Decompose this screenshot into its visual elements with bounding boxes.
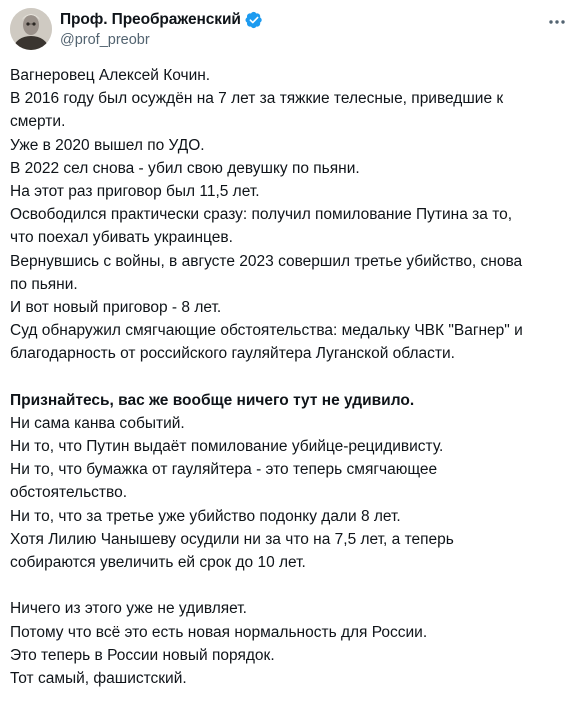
author-names [60,10,263,48]
text-line: по пьяни. [10,275,78,293]
author-handle[interactable]: @prof_preobr [60,32,150,48]
text-line: что поехал убивать украинцев. [10,229,233,247]
text-line: Ни то, что за третье уже убийство подонку дали 8 лет. [10,507,401,525]
portrait-avatar-icon [10,8,52,50]
text-line: Ни сама канва событий. [10,414,185,432]
text-line: смерти. [10,113,66,131]
text-line: Хотя Лилию Чанышеву осудили ни за что на 7,5 лет, а теперь [10,530,454,548]
text-line: Ни то, что Путин выдаёт помилование убийце-рецидивисту. [10,438,444,455]
text-line: обстоятельство. [10,484,127,502]
display-name-row [60,10,263,30]
paragraph-3 [10,597,580,690]
tweet-text [10,64,580,690]
text-line: Тот самый, фашистский. [10,669,187,687]
author-display-name[interactable]: Проф. Преображенский [60,11,241,28]
text-line: Потому что всё это есть новая нормальность для России. [10,623,428,641]
text-line: Суд обнаружил смягчающие обстоятельства: медальку ЧВК "Вагнер" и [10,322,523,340]
avatar[interactable] [10,8,52,50]
text-line: Уже в 2020 вышел по УДО. [10,136,205,154]
more-horizontal-icon[interactable] [547,12,567,32]
text-line: собираются увеличить ей срок до 10 лет. [10,553,306,571]
text-line: Это теперь в России новый порядок. [10,646,275,664]
paragraph-2 [10,412,580,574]
paragraph-gap [10,574,580,597]
text-line: И вот новый приговор - 8 лет. [10,298,222,316]
text-line: Освободился практически сразу: получил помилование Путина за то, [10,206,513,224]
text-line: Ничего из этого уже не удивляет. [10,600,247,618]
text-line: Ни то, что бумажка от гауляйтера - это теперь смягчающее [10,461,438,479]
verified-badge-icon [245,11,263,29]
text-line: Вагнеровец Алексей Кочин. [10,67,211,84]
text-line: Вернувшись с войны, в августе 2023 совершил третье убийство, снова [10,252,523,270]
paragraph-1 [10,64,580,365]
tweet-header [10,8,575,50]
bold-statement: Признайтесь, вас же вообще ничего тут не удивило. [10,391,415,409]
text-line: благодарность от российского гауляйтера Луганской области. [10,345,455,363]
text-line: В 2016 году был осуждён на 7 лет за тяжкие телесные, приведшие к [10,90,504,108]
text-line: В 2022 сел снова - убил свою девушку по пьяни. [10,159,360,177]
paragraph-gap [10,365,580,388]
text-line: На этот раз приговор был 11,5 лет. [10,182,260,200]
